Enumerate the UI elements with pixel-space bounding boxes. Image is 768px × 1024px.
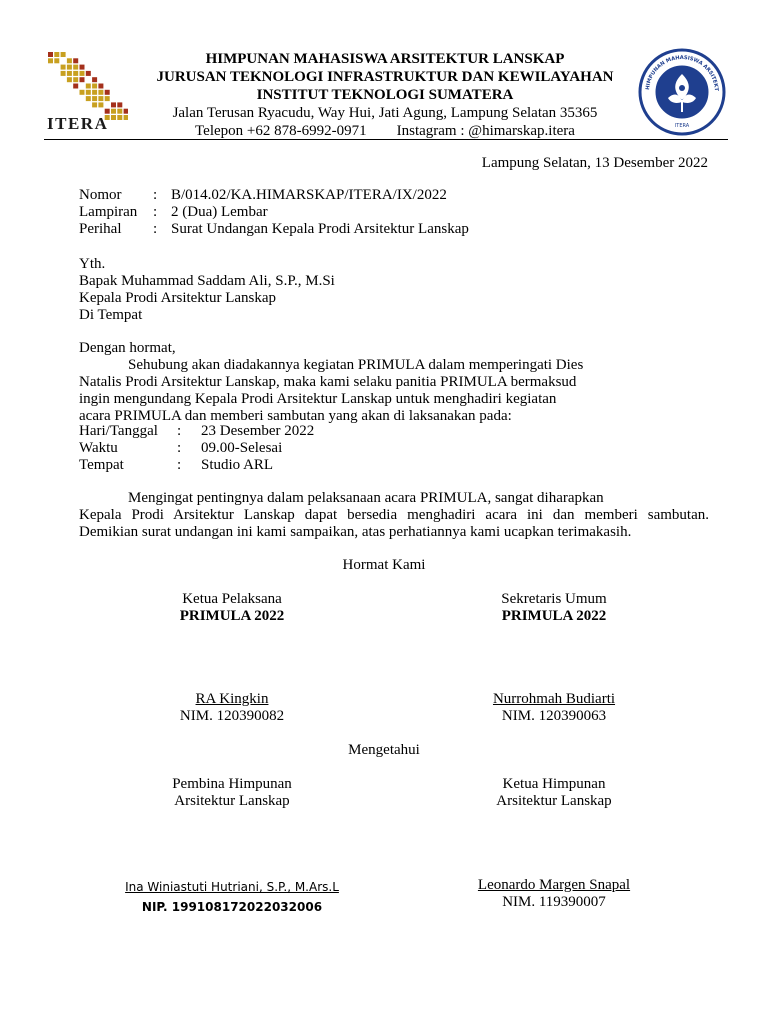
emblem-square (73, 65, 78, 70)
emblem-square (73, 58, 78, 63)
emblem-square (105, 90, 110, 95)
emblem-square (98, 84, 103, 89)
emblem-square (80, 71, 85, 76)
meta-row-nomor (79, 187, 469, 204)
emblem-square (54, 52, 59, 57)
phone: Telepon +62 878-6992-0971 (195, 123, 367, 139)
signature-advisor-name (100, 877, 364, 917)
detail-row-time (79, 440, 314, 457)
emblem-square (67, 65, 72, 70)
letter-meta (79, 187, 469, 238)
emblem-square (98, 102, 103, 107)
signer-name: Nurrohmah Budiarti (492, 691, 616, 707)
meta-colon: : (153, 204, 158, 220)
emblem-square (80, 77, 85, 82)
body2-line: Mengingat pentingnya dalam pelaksanaan acara PRIMULA, sangat diharapkan (128, 490, 604, 506)
signature-left-header (132, 591, 332, 625)
body2-line: Kepala Prodi Arsitektur Lanskap dapat bersedia menghadiri acara ini dan memberi sambutan. (79, 507, 709, 523)
department-name: JURUSAN TEKNOLOGI INFRASTRUKTUR DAN KEWILAYAHAN (156, 69, 614, 85)
event-details (79, 423, 314, 474)
emblem-square (124, 115, 128, 120)
emblem-square (98, 96, 103, 101)
meta-value: Surat Undangan Kepala Prodi Arsitektur Lanskap (171, 221, 469, 237)
emblem-square (86, 96, 91, 101)
signer-role: Pembina Himpunan (172, 776, 292, 792)
body1-line: ingin mengundang Kepala Prodi Arsitektur Lanskap untuk menghadiri kegiatan (79, 391, 557, 407)
signer-id: NIP. 199108172022032006 (141, 900, 323, 914)
emblem-square (80, 90, 85, 95)
signer-id: NIM. 120390063 (501, 708, 607, 724)
detail-label: Tempat (79, 457, 124, 473)
contact-line (130, 122, 640, 140)
emblem-square (48, 52, 53, 57)
signer-name: RA Kingkin (195, 691, 269, 707)
himarskap-seal (638, 48, 726, 136)
recipient-position: Kepala Prodi Arsitektur Lanskap (79, 290, 277, 306)
seal-ring-text: HIMPUNAN MAHASISWA ARSITEKT (645, 54, 720, 92)
signer-role: Arsitektur Lanskap (174, 793, 290, 809)
emblem-square (86, 90, 91, 95)
emblem-square (61, 71, 66, 76)
address: Jalan Terusan Ryacudu, Way Hui, Jati Agung, Lampung Selatan 35365 (172, 105, 598, 121)
instagram: Instagram : @himarskap.itera (396, 123, 575, 139)
signer-event: PRIMULA 2022 (179, 608, 285, 624)
emblem-square (54, 58, 59, 63)
meta-label: Nomor (79, 187, 122, 203)
detail-colon: : (177, 423, 182, 439)
meta-label: Perihal (79, 221, 122, 237)
org-name: HIMPUNAN MAHASISWA ARSITEKTUR LANSKAP (205, 51, 565, 67)
emblem-square (92, 84, 97, 89)
meta-value: 2 (Dua) Lembar (171, 204, 268, 220)
signer-event: PRIMULA 2022 (501, 608, 607, 624)
meta-row-perihal (79, 221, 469, 238)
meta-row-lampiran (79, 204, 469, 221)
signature-right-name (454, 691, 654, 725)
signer-role: Sekretaris Umum (501, 591, 607, 607)
body1-line: Natalis Prodi Arsitektur Lanskap, maka kami selaku panitia PRIMULA bermaksud (79, 374, 577, 390)
signature-advisor-header (132, 776, 332, 810)
emblem-square (105, 109, 110, 114)
recipient-name: Bapak Muhammad Saddam Ali, S.P., M.Si (79, 273, 335, 289)
detail-value: 09.00-Selesai (201, 440, 283, 456)
emblem-square (111, 115, 116, 120)
meta-colon: : (153, 221, 158, 237)
detail-label: Waktu (79, 440, 118, 456)
himarskap-seal-icon (638, 48, 726, 136)
emblem-square (73, 71, 78, 76)
emblem-square (111, 109, 116, 114)
emblem-square (124, 109, 128, 114)
detail-label: Hari/Tanggal (79, 423, 158, 439)
institute-name: INSTITUT TEKNOLOGI SUMATERA (256, 87, 514, 103)
recipient-place: Di Tempat (79, 307, 143, 323)
signature-right-header (454, 591, 654, 625)
body-paragraph-1 (79, 357, 709, 425)
emblem-square (67, 71, 72, 76)
signature-chair-header (454, 776, 654, 810)
emblem-square (92, 77, 97, 82)
emblem-square (105, 96, 110, 101)
emblem-square (117, 115, 122, 120)
emblem-square (73, 77, 78, 82)
emblem-square (67, 58, 72, 63)
greeting: Dengan hormat, (79, 340, 176, 356)
signature-chair-name (454, 877, 654, 911)
meta-value: B/014.02/KA.HIMARSKAP/ITERA/IX/2022 (171, 187, 447, 203)
meta-label: Lampiran (79, 204, 138, 220)
emblem-square (80, 65, 85, 70)
signer-id: NIM. 119390007 (502, 894, 606, 910)
signature-left-name (132, 691, 332, 725)
detail-value: Studio ARL (201, 457, 274, 473)
seal-bottom-text: ITERA (674, 123, 690, 129)
detail-colon: : (177, 440, 182, 456)
letterhead (130, 50, 640, 140)
recipient-block (79, 256, 709, 324)
emblem-square (92, 102, 97, 107)
signer-role: Ketua Pelaksana (182, 591, 282, 607)
emblem-square (61, 65, 66, 70)
recipient-salutation: Yth. (79, 256, 106, 272)
itera-emblem-icon (44, 50, 128, 122)
body2-line: Demikian surat undangan ini kami sampaikan, atas perhatiannya kami ucapkan terimakasih. (79, 524, 632, 540)
emblem-square (61, 52, 66, 57)
signer-id: NIM. 120390082 (179, 708, 285, 724)
itera-logo-text: ITERA (47, 114, 109, 133)
letterhead-divider (44, 139, 728, 140)
acknowledge-label: Mengetahui (348, 742, 420, 758)
detail-row-date (79, 423, 314, 440)
letter-date: Lampung Selatan, 13 Desember 2022 (481, 155, 708, 171)
emblem-square (73, 84, 78, 89)
emblem-square (48, 58, 53, 63)
closing: Hormat Kami (342, 557, 426, 573)
emblem-square (67, 77, 72, 82)
meta-colon: : (153, 187, 158, 203)
emblem-square (86, 71, 91, 76)
detail-colon: : (177, 457, 182, 473)
signer-name: Leonardo Margen Snapal (477, 877, 631, 893)
body1-line: Sehubung akan diadakannya kegiatan PRIMULA dalam memperingati Dies (128, 357, 584, 373)
signer-name: Ina Winiastuti Hutriani, S.P., M.Ars.L (125, 880, 339, 894)
emblem-square (117, 102, 122, 107)
signer-role: Arsitektur Lanskap (496, 793, 612, 809)
emblem-square (117, 109, 122, 114)
emblem-square (86, 84, 91, 89)
emblem-square (92, 90, 97, 95)
detail-row-place (79, 457, 314, 474)
emblem-square (98, 90, 103, 95)
emblem-square (92, 96, 97, 101)
body-paragraph-2 (79, 490, 709, 541)
emblem-square (111, 102, 116, 107)
body1-line: acara PRIMULA dan memberi sambutan yang akan di laksanakan pada: (79, 408, 512, 424)
detail-value: 23 Desember 2022 (201, 423, 315, 439)
signer-role: Ketua Himpunan (502, 776, 606, 792)
